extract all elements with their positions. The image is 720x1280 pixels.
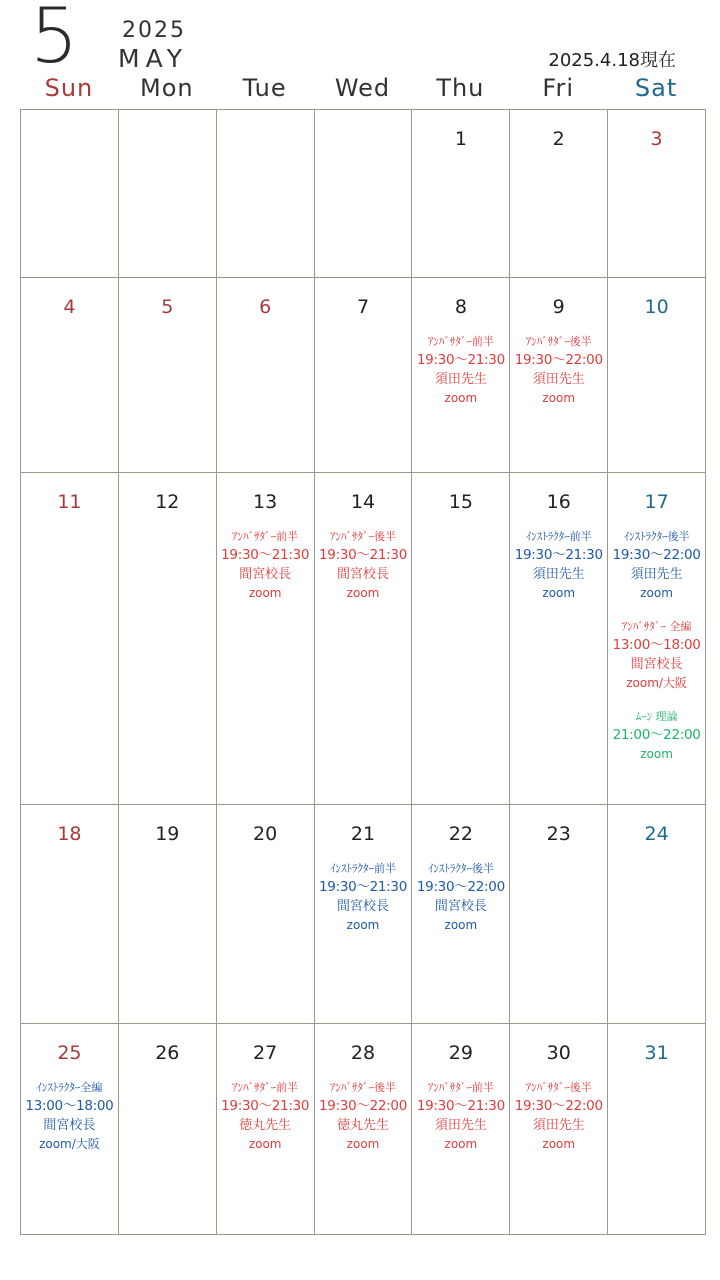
day-cell[interactable] (119, 805, 217, 1024)
event-time: 19:30〜22:00 (514, 352, 603, 368)
day-cell[interactable] (608, 1024, 706, 1235)
day-number (217, 128, 314, 152)
calendar-event[interactable] (217, 527, 314, 603)
event-place: zoom (444, 391, 478, 405)
event-time: 19:30〜22:00 (319, 1098, 408, 1114)
day-number: 15 (448, 491, 473, 513)
calendar-event[interactable] (315, 527, 412, 603)
day-number: 7 (356, 296, 370, 318)
event-who: 間宮校長 (434, 899, 487, 914)
event-title: ｱﾝﾊﾞｻﾀﾞｰ後半 (525, 1081, 592, 1094)
event-who: 須田先生 (434, 1118, 487, 1133)
event-title: ｱﾝﾊﾞｻﾀﾞｰ後半 (330, 530, 396, 543)
event-place: zoom (346, 586, 380, 600)
event-place: zoom/大阪 (39, 1137, 100, 1151)
day-cell[interactable] (21, 110, 119, 278)
month-number: 5 (30, 0, 79, 80)
event-who: 須田先生 (532, 372, 585, 387)
event-time: 19:30〜22:00 (416, 879, 505, 895)
event-who: 間宮校長 (630, 657, 683, 672)
day-number (119, 128, 216, 152)
event-title: ｲﾝｽﾄﾗｸﾀｰ後半 (427, 862, 494, 875)
event-time: 19:30〜21:30 (514, 547, 603, 563)
weekday-mon: Mon (139, 74, 194, 102)
day-number: 29 (448, 1042, 473, 1064)
day-cell[interactable] (315, 110, 413, 278)
day-number: 22 (448, 823, 473, 845)
week-row (21, 278, 706, 473)
event-place: zoom (248, 586, 282, 600)
day-number: 4 (63, 296, 76, 318)
event-who: 間宮校長 (337, 567, 390, 582)
day-number: 16 (546, 491, 571, 513)
day-number: 8 (454, 296, 467, 318)
event-who: 須田先生 (434, 372, 487, 387)
week-row (21, 473, 706, 805)
event-place: zoom (346, 1137, 380, 1151)
event-who: 須田先生 (532, 1118, 585, 1133)
event-who: 須田先生 (630, 567, 683, 582)
event-title: ﾑｰﾝ 理論 (635, 710, 678, 723)
day-number: 5 (161, 296, 174, 318)
week-row (21, 805, 706, 1024)
calendar-event[interactable] (412, 1078, 509, 1154)
event-who: 徳丸先生 (239, 1118, 292, 1133)
day-number: 14 (350, 491, 376, 513)
day-cell[interactable] (510, 805, 608, 1024)
event-place: zoom (248, 1137, 282, 1151)
day-cell[interactable] (119, 110, 217, 278)
day-cell[interactable] (217, 805, 315, 1024)
weekday-wed: Wed (334, 74, 391, 102)
event-who: 須田先生 (532, 567, 585, 582)
calendar-event[interactable] (217, 1078, 314, 1154)
as-of-date: 2025.4.18現在 (548, 50, 676, 71)
event-time: 21:00〜22:00 (612, 727, 701, 743)
event-title: ｱﾝﾊﾞｻﾀﾞｰ前半 (232, 1081, 299, 1094)
day-number: 24 (644, 823, 669, 845)
event-time: 19:30〜22:00 (514, 1098, 603, 1114)
weekday-tue: Tue (242, 74, 287, 102)
event-title: ｱﾝﾊﾞｻﾀﾞｰ前半 (427, 335, 494, 348)
event-place: zoom (542, 1137, 576, 1151)
day-number: 3 (650, 128, 663, 150)
event-title: ｱﾝﾊﾞｻﾀﾞｰ後半 (330, 1081, 396, 1094)
event-time: 19:30〜21:30 (319, 879, 408, 895)
day-number: 10 (644, 296, 669, 318)
weekday-thu: Thu (436, 74, 485, 102)
calendar-event[interactable] (412, 859, 509, 935)
event-title: ｲﾝｽﾄﾗｸﾀｰ後半 (623, 530, 690, 543)
day-cell[interactable] (608, 473, 706, 805)
calendar-grid (20, 109, 706, 1235)
month-name: MAY (118, 44, 189, 73)
day-cell[interactable] (217, 110, 315, 278)
event-time: 19:30〜21:30 (416, 1098, 505, 1114)
event-who: 間宮校長 (43, 1118, 96, 1133)
weekday-fri: Fri (542, 74, 575, 102)
event-title: ｱﾝﾊﾞｻﾀﾞｰ前半 (427, 1081, 494, 1094)
day-cell[interactable] (608, 805, 706, 1024)
day-cell[interactable] (217, 473, 315, 805)
day-cell[interactable] (315, 473, 413, 805)
day-cell[interactable] (21, 278, 119, 473)
calendar-event[interactable] (608, 617, 705, 693)
day-cell[interactable] (119, 473, 217, 805)
event-time: 19:30〜21:30 (319, 547, 408, 563)
event-title: ｲﾝｽﾄﾗｸﾀｰ全編 (36, 1081, 103, 1094)
calendar-event[interactable] (412, 332, 509, 408)
day-cell[interactable] (412, 805, 510, 1024)
day-number: 12 (155, 491, 180, 513)
day-cell[interactable] (119, 278, 217, 473)
day-number: 28 (350, 1042, 376, 1064)
day-number (315, 128, 412, 152)
day-cell[interactable] (510, 1024, 608, 1235)
day-cell[interactable] (510, 278, 608, 473)
day-number: 26 (155, 1042, 180, 1064)
calendar-event[interactable] (21, 1078, 118, 1154)
day-number: 17 (644, 491, 669, 513)
day-cell[interactable] (119, 1024, 217, 1235)
day-cell[interactable] (412, 1024, 510, 1235)
event-who: 間宮校長 (239, 567, 292, 582)
day-cell[interactable] (608, 278, 706, 473)
day-number (21, 128, 118, 152)
weekday-sun: Sun (44, 74, 94, 102)
day-cell[interactable] (412, 278, 510, 473)
day-number: 19 (155, 823, 180, 845)
calendar-event[interactable] (510, 1078, 607, 1154)
day-cell[interactable] (315, 278, 413, 473)
day-number: 31 (644, 1042, 669, 1064)
day-number: 27 (253, 1042, 278, 1064)
event-who: 徳丸先生 (337, 1118, 390, 1133)
event-title: ｱﾝﾊﾞｻﾀﾞｰ前半 (232, 530, 299, 543)
event-place: zoom (542, 391, 576, 405)
event-place: zoom (542, 586, 576, 600)
day-cell[interactable] (510, 473, 608, 805)
day-number: 6 (259, 296, 272, 318)
event-place: zoom (640, 747, 673, 761)
event-title: ｱﾝﾊﾞｻﾀﾞｰ 全編 (621, 620, 692, 633)
event-place: zoom (640, 586, 673, 600)
day-cell[interactable] (412, 110, 510, 278)
day-number: 2 (552, 128, 565, 150)
calendar-event[interactable] (608, 707, 705, 764)
event-time: 13:00〜18:00 (25, 1098, 114, 1114)
event-time: 19:30〜22:00 (612, 547, 701, 563)
day-number: 18 (57, 823, 82, 845)
event-place: zoom (346, 918, 380, 932)
day-cell[interactable] (315, 1024, 413, 1235)
day-cell[interactable] (510, 110, 608, 278)
calendar-event[interactable] (608, 527, 705, 603)
day-number: 13 (253, 491, 278, 513)
event-place: zoom (444, 918, 478, 932)
event-title: ｲﾝｽﾄﾗｸﾀｰ前半 (525, 530, 592, 543)
calendar-event[interactable] (315, 859, 412, 935)
day-cell[interactable] (21, 1024, 119, 1235)
day-number: 25 (57, 1042, 82, 1064)
event-place: zoom (444, 1137, 478, 1151)
week-row (21, 1024, 706, 1235)
day-number: 30 (546, 1042, 571, 1064)
year-label: 2025 (122, 18, 186, 43)
calendar-event[interactable] (315, 1078, 412, 1154)
day-cell[interactable] (21, 805, 119, 1024)
day-number: 21 (350, 823, 376, 845)
calendar-event[interactable] (510, 527, 607, 603)
day-number: 1 (454, 128, 467, 150)
event-time: 19:30〜21:30 (221, 1098, 310, 1114)
day-cell[interactable] (21, 473, 119, 805)
weekday-header (20, 74, 705, 108)
weekday-sat: Sat (634, 74, 678, 102)
week-row (21, 110, 706, 278)
day-number: 23 (546, 823, 571, 845)
day-number: 20 (253, 823, 278, 845)
event-time: 19:30〜21:30 (416, 352, 505, 368)
calendar-event[interactable] (510, 332, 607, 408)
event-time: 13:00〜18:00 (612, 637, 701, 653)
day-cell[interactable] (608, 110, 706, 278)
day-number: 9 (552, 296, 565, 318)
event-title: ｱﾝﾊﾞｻﾀﾞｰ後半 (525, 335, 592, 348)
day-cell[interactable] (217, 278, 315, 473)
day-cell[interactable] (412, 473, 510, 805)
event-who: 間宮校長 (337, 899, 390, 914)
event-title: ｲﾝｽﾄﾗｸﾀｰ前半 (330, 862, 396, 875)
event-place: zoom/大阪 (626, 676, 687, 690)
event-time: 19:30〜21:30 (221, 547, 310, 563)
day-cell[interactable] (315, 805, 413, 1024)
day-cell[interactable] (217, 1024, 315, 1235)
day-number: 11 (57, 491, 82, 513)
